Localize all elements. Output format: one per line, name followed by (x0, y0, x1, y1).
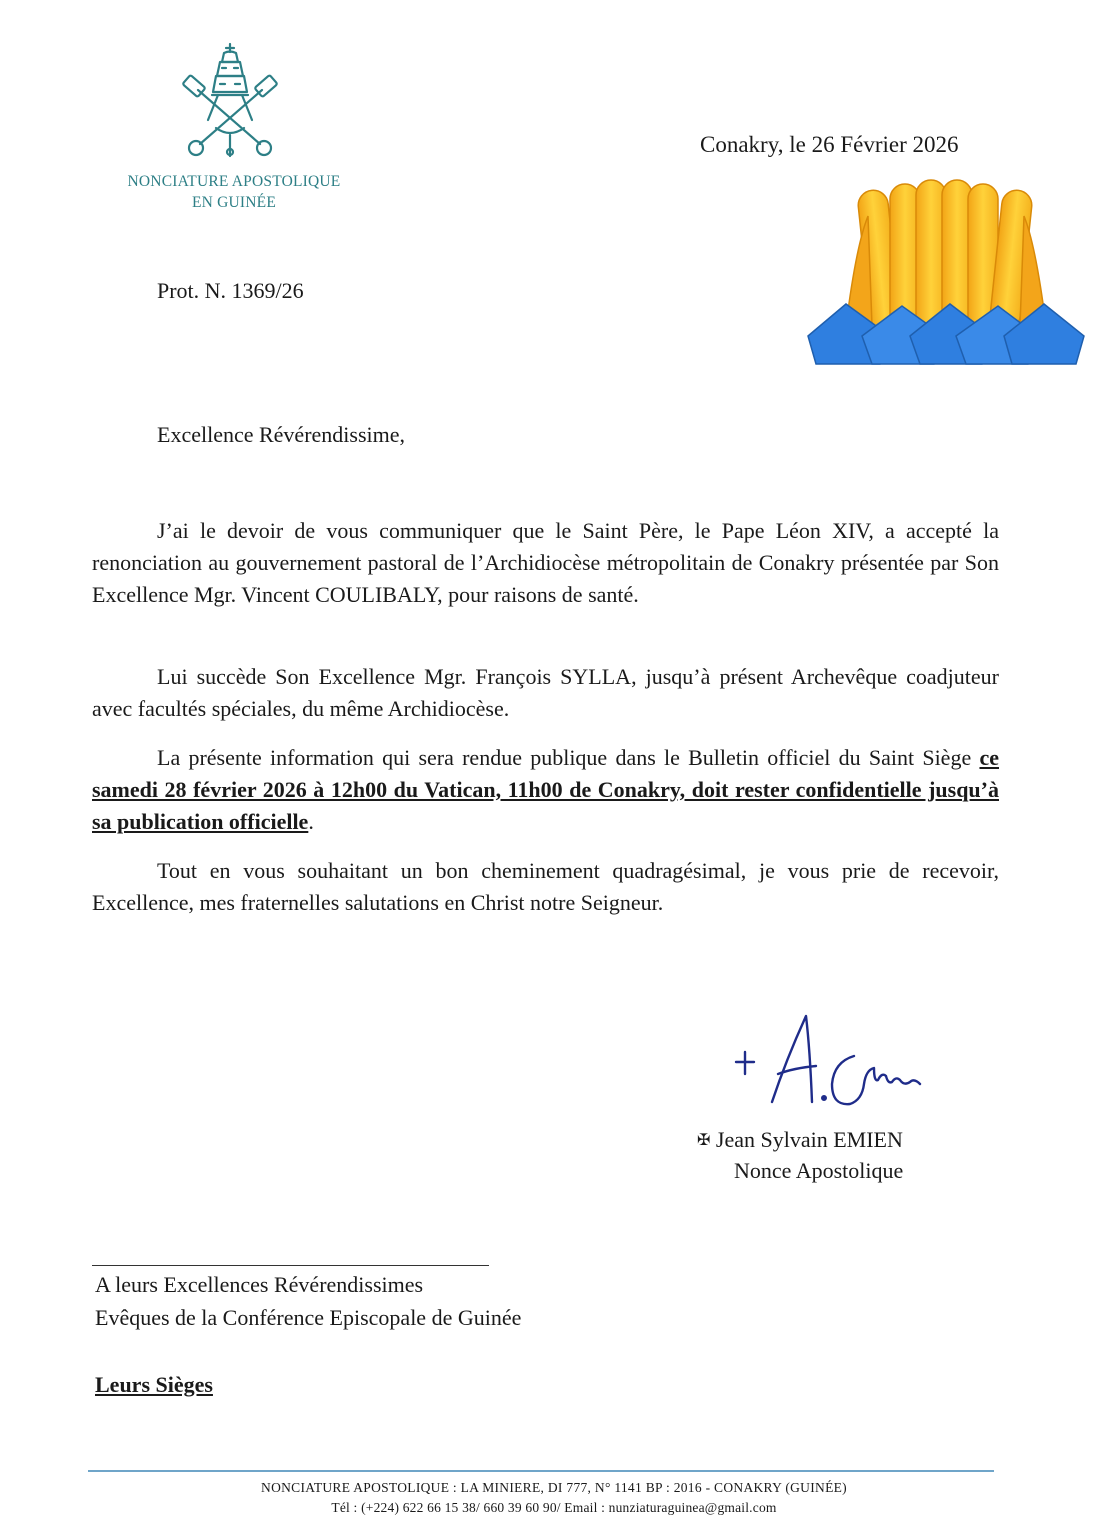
recipients-sieges: Leurs Sièges (95, 1372, 213, 1397)
papal-keys-tiara-icon (168, 40, 292, 160)
salutation: Excellence Révérendissime, (157, 422, 406, 447)
footer-divider (88, 1470, 994, 1472)
cross-icon: ✠ (697, 1132, 711, 1149)
letterhead-org-line1: NONCIATURE APOSTOLIQUE (127, 173, 341, 190)
handwritten-signature (728, 1010, 928, 1120)
body-paragraph-3-start: La présente information qui sera rendue publique dans le Bulletin officiel du Saint Siège (157, 745, 980, 770)
protocol-number: Prot. N. 1369/26 (157, 278, 304, 303)
signatory-title: Nonce Apostolique (734, 1158, 904, 1183)
date-line: Conakry, le 26 Février 2026 (700, 132, 959, 157)
praying-hands-emoji (806, 176, 1086, 366)
footer-contact: Tél : (+224) 622 66 15 38/ 660 39 60 90/ Email : nunziaturaguinea@gmail.com (331, 1500, 777, 1515)
signatory-name (697, 1127, 903, 1153)
body-paragraph-2: Lui succède Son Excellence Mgr. François SYLLA, jusqu’à présent Archevêque coadjuteur avec facultés spéciales, du même Archidiocèse. (92, 664, 999, 721)
letterhead-org-line2: EN GUINÉE (191, 194, 276, 211)
body-paragraph-3-end: . (308, 809, 314, 834)
footer-address: NONCIATURE APOSTOLIQUE : LA MINIERE, DI 777, N° 1141 BP : 2016 - CONAKRY (GUINÉE) (261, 1480, 847, 1495)
body-paragraph-1: J’ai le devoir de vous communiquer que le Saint Père, le Pape Léon XIV, a accepté la renonciation au gouvernement pastoral de l’Archidiocèse métropolitain de Conakry présentée par Son Excellence Mgr. Vincent COULIBALY, pour raisons de santé. (92, 518, 999, 607)
embargo-highlight: ce samedi 28 février 2026 à 12h00 du Vatican, 11h00 de Conakry, doit rester confidentielle jusqu’à sa publication officielle (92, 745, 999, 834)
recipient-divider (92, 1265, 489, 1266)
recipients-line-2: Evêques de la Conférence Episcopale de Guinée (95, 1305, 522, 1330)
recipients-line-1: A leurs Excellences Révérendissimes (95, 1272, 424, 1297)
body-paragraph-3 (92, 742, 999, 838)
signatory-name-text: Jean Sylvain EMIEN (715, 1127, 903, 1152)
body-paragraph-4: Tout en vous souhaitant un bon cheminement quadragésimal, je vous prie de recevoir, Excellence, mes fraternelles salutations en Christ notre Seigneur. (92, 858, 999, 915)
